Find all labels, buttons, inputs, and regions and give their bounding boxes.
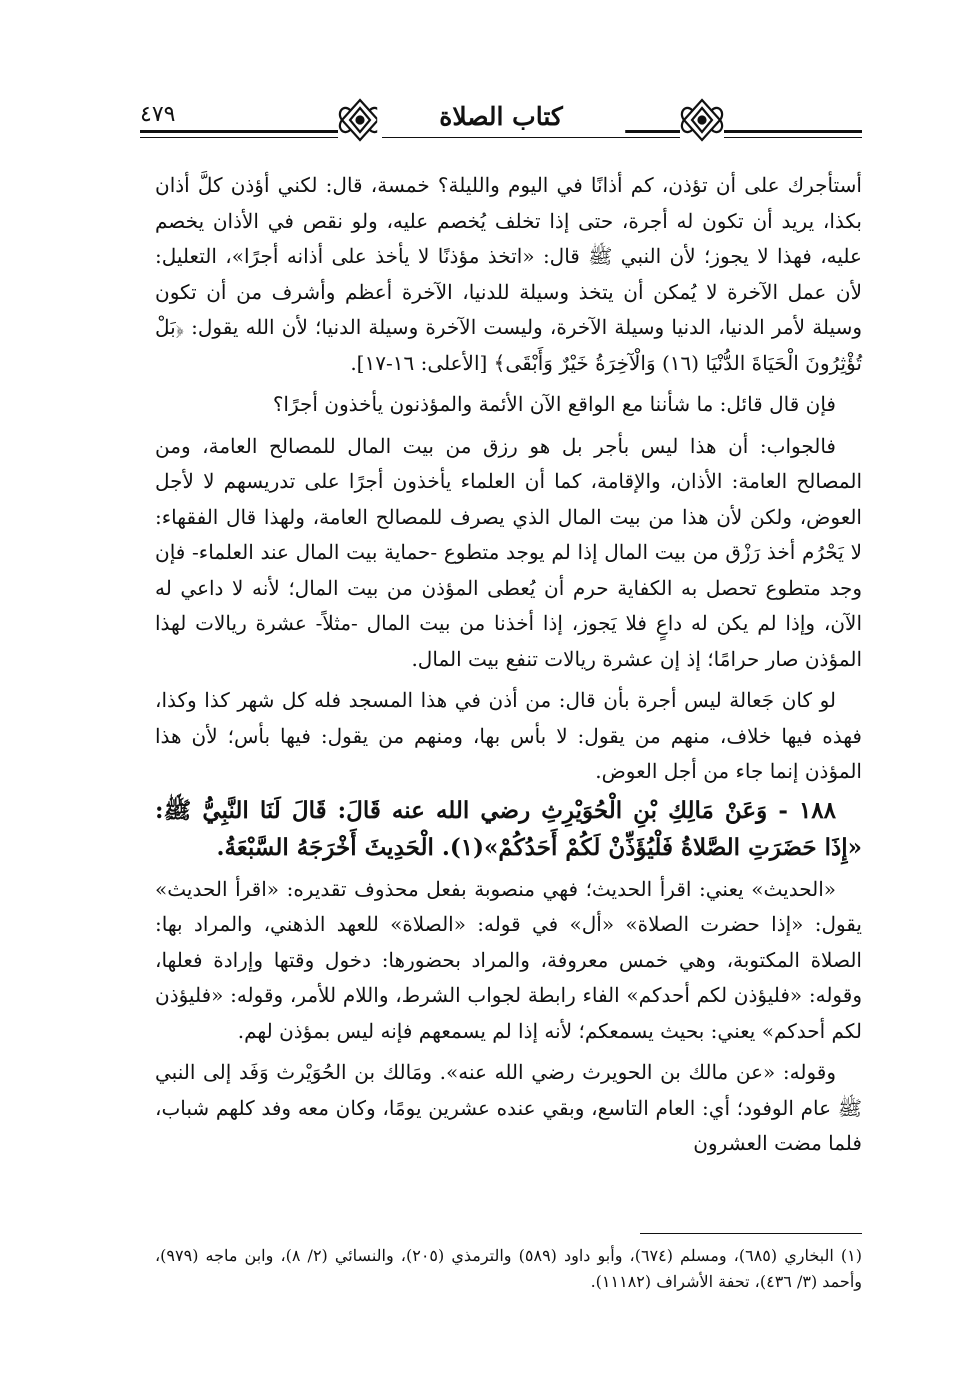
paragraph-narrator: وقوله: «عن مالك بن الحويرث رضي الله عنه». ومَالك بن الحُوَيْرث وَفَد إلى النبي ﷺ عام الوفود؛ أي: العام التاسع، وبقي عنده عشرين يومًا، وكان معه وفد كلهم شباب، فلما مضت العشرون (155, 1060, 862, 1155)
paragraph-jaalah: لو كان جَعالة ليس أجرة بأن قال: من أذن في هذا المسجد فله كل شهر كذا وكذا، فهذه فيها خلاف، منهم من يقول: لا بأس بها، ومنهم من يقول: فيها بأس؛ لأن هذا المؤذن إنما جاء من أجل العوض. (155, 688, 862, 783)
left-ornament-icon (338, 96, 382, 146)
paragraph-explanation: «الحديث» يعني: اقرأ الحديث؛ فهي منصوبة بفعل محذوف تقديره: «اقرأ الحديث» يقول: «إذا حضرت الصلاة» «أل» في قوله: «الصلاة» للعهد الذهني، والمراد بها: الصلاة المكتوبة، وهي خمس معروفة، والمراد بحضورها: دخول وقتها وإرادة فعلها، وقوله: «فليؤذن لكم أحدكم» الفاء رابطة لجواب الشرط، واللام للأمر، وقوله: «فليؤذن لكم أحدكم» يعني: بحيث يسمعكم؛ لأنه إذا لم يسمعهم فإنه ليس بمؤذن لهم. (155, 876, 862, 1043)
page-header (140, 96, 862, 156)
header-rule-thin (140, 137, 862, 138)
paragraph-question: فإن قال قائل: ما شأننا مع الواقع الآن الأئمة والمؤذنون يأخذون أجرًا؟ (272, 392, 836, 416)
footnote: (١) البخاري (٦٨٥)، ومسلم (٦٧٤)، وأبو داود (٥٨٩) والترمذي (٢٠٥)، والنسائي (٢/ ٨)، وابن ماجه (٩٧٩)، وأحمد (٣/ ٤٣٦)، تحفة الأشراف (١١١٨٢). (155, 1246, 863, 1291)
header-title: كتاب الصلاة (377, 100, 625, 134)
paragraph-answer: فالجواب: أن هذا ليس بأجر بل هو رزق من بيت المال للمصالح العامة، ومن المصالح العامة: الأذان، والإقامة، كما أن العلماء يأخذون أجرًا على تدريسهم لا لأجل العوض، ولكن لأن هذا من بيت المال الذي يصرف للمصالح العامة، ولهذا قال الفقهاء: لا يَحْرُم أخذ رَزْق من بيت المال إذا لم يوجد متطوع -حماية بيت المال عند العلماء- فإن وجد متطوع تحصل به الكفاية حرم أن يُعطى المؤذن من بيت المال؛ لأنه لا داعي له الآن، وإذا لم يكن له داعٍ فلا يَجوز، إذا أخذنا من بيت المال -مثلاً- عشرة ريالات لهذا المؤذن صار حرامًا؛ إذ إن عشرة ريالات تنفع بيت المال. (155, 433, 862, 671)
main-text (155, 168, 862, 1162)
right-ornament-icon (680, 96, 724, 146)
hadith-188: ١٨٨ - وَعَنْ مَالِكِ بْنِ الْحُوَيْرِثِ رضي الله عنه قَالَ: قَالَ لَنَا النَّبِيُّ ﷺ: «إِذَا حَضَرَتِ الصَّلاةُ فَلْيُؤَذِّنْ لَكُمْ أَحَدُكُمْ»(١). الْحَدِيثَ أَخْرَجَهُ السَّبْعَةُ. (155, 796, 862, 861)
paragraph-ijarah: أستأجرك على أن تؤذن، كم أذانًا في اليوم والليلة؟ خمسة، قال: لكني أؤذن كلَّ أذان بكذا، يريد أن تكون له أجرة، حتى إذا تخلف يُخصم عليه، ولو نقص في الأذان يخصم عليه، فهذا لا يجوز؛ لأن النبي ﷺ قال: «اتخذ مؤذنًا لا يأخذ على أذانه أجرًا»، التعليل: لأن عمل الآخرة لا يُمكن أن يتخذ وسيلة للدنيا، الآخرة أعظم وأشرف من أن تكون وسيلة لأمر الدنيا، الدنيا وسيلة الآخرة، وليست الآخرة وسيلة الدنيا؛ لأن الله يقول: ﴿بَلْ تُؤْثِرُونَ الْحَيَاةَ الدُّنْيَا (١٦) وَالْآخِرَةُ خَيْرٌ وَأَبْقَى﴾ [الأعلى: ١٦-١٧]. (155, 173, 862, 375)
footnote-divider (640, 1233, 862, 1234)
page-number: ٤٧٩ (140, 102, 187, 128)
